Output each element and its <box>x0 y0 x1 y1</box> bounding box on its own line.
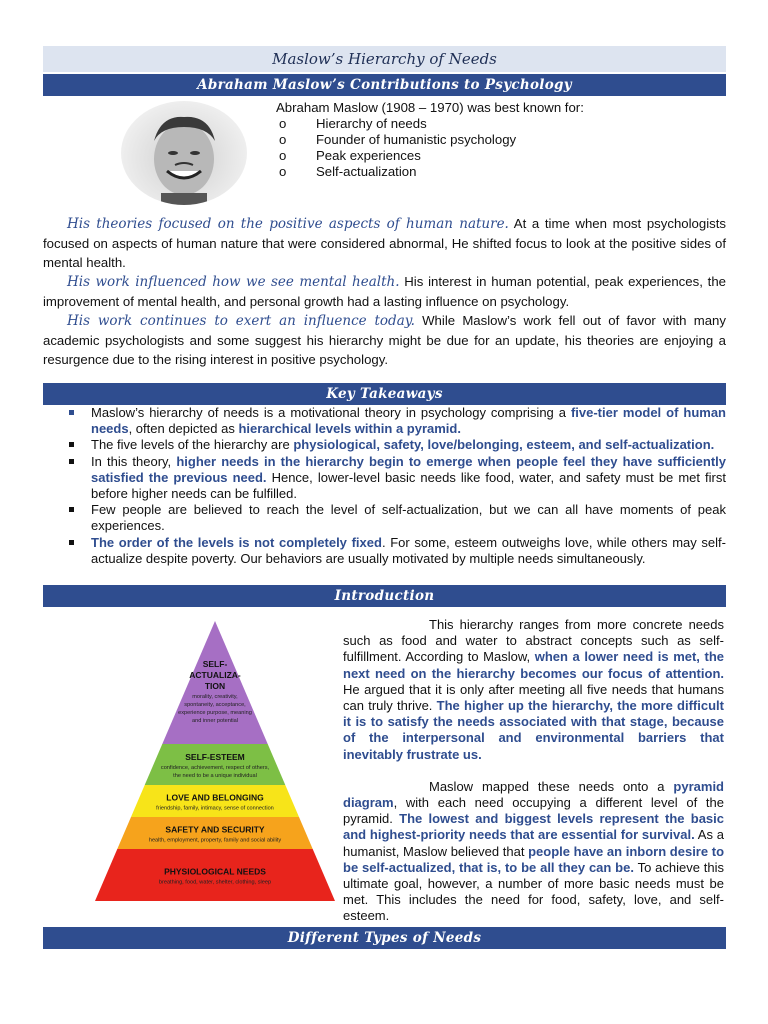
takeaway-item <box>43 437 726 453</box>
highlighted-text: when a lower need is met, the next need on the hierarchy becomes our focus of attention. <box>343 649 724 681</box>
section-header-takeaways: Key Takeaways <box>43 383 726 405</box>
script-lead: His theories focused on the positive aspects of human nature. <box>67 216 509 232</box>
known-for-list <box>276 100 584 180</box>
paragraph-text: At a time when most psychologists focused on aspects of human nature that were considered abnormal, He shifted focus to look at the positive sides of mental health. <box>43 216 727 270</box>
body-text: , with each need occupying a different level of the pyramid. <box>343 795 724 827</box>
body-text: As a humanist, Maslow believed that <box>343 827 724 859</box>
paragraph-text: While Maslow’s work fell out of favor with many academic psychologists and some suggest his hierarchy might be due for an update, his theories are enjoying a resurgence due to the rising interest in positive psychology. <box>43 313 726 367</box>
paragraph-positive-aspects <box>43 214 726 272</box>
introduction-block <box>43 607 726 943</box>
highlighted-text: five-tier model of human needs <box>91 405 726 437</box>
highlighted-text: physiological, safety, love/belonging, esteem, and self-actualization. <box>293 437 715 453</box>
section-header-contributions: Abraham Maslow’s Contributions to Psychology <box>43 74 726 96</box>
script-lead: His work influenced how we see mental health. <box>67 274 400 290</box>
body-text: , often depicted as <box>128 421 239 437</box>
introduction-paragraph-2 <box>343 779 724 925</box>
takeaways-list <box>43 405 726 567</box>
highlighted-text: The higher up the hierarchy, the more difficult it is to satisfy the needs associated with that stage, because of the interpersonal and environmental barriers that inevitably frustrate us. <box>343 698 724 762</box>
pyramid-level-title: ACTUALIZA- <box>189 670 241 681</box>
highlighted-text: The lowest and biggest levels represent the basic and highest-priority needs that are essential for survival. <box>343 811 724 843</box>
pyramid-level-description: confidence, achievement, respect of others, <box>160 765 270 772</box>
intro-block <box>43 96 726 214</box>
pyramid-level-title: LOVE AND BELONGING <box>166 792 264 803</box>
pyramid-level-title: PHYSIOLOGICAL NEEDS <box>164 866 266 877</box>
takeaway-item <box>43 454 726 503</box>
highlighted-text: The order of the levels is not completely fixed <box>91 534 382 550</box>
list-item: o Founder of humanistic psychology <box>276 132 584 148</box>
pyramid-level-description: the need to be a unique individual <box>173 773 257 780</box>
body-text: He argued that it is only after meeting all five needs that humans can truly thrive. <box>343 681 724 714</box>
list-item: o Hierarchy of needs <box>276 116 584 132</box>
pyramid-level-description: spontaneity, acceptance, <box>184 702 246 709</box>
highlighted-text: higher needs in the hierarchy begin to emerge when people feel they have sufficiently satisfied the previous need. <box>91 453 726 485</box>
body-text: The five levels of the hierarchy are <box>91 437 294 453</box>
pyramid-level-title: SELF-ESTEEM <box>185 752 245 763</box>
takeaway-item <box>43 405 726 437</box>
body-text: Maslow’s hierarchy of needs is a motivational theory in psychology comprising a <box>91 405 571 420</box>
section-header-introduction: Introduction <box>43 585 726 607</box>
list-item: o Peak experiences <box>276 148 584 164</box>
body-text: This hierarchy ranges from more concrete needs such as food and water to abstract concepts such as self-fulfillment. According to Maslow, <box>343 617 724 665</box>
body-text: In this theory, <box>91 453 177 469</box>
paragraph-text: His interest in human potential, peak experiences, the improvement of mental health, and personal growth had a lasting influence on psychology. <box>43 274 726 309</box>
pyramid-level-title: SELF- <box>202 659 228 670</box>
page-title: Maslow’s Hierarchy of Needs <box>43 46 726 72</box>
takeaway-item <box>43 535 726 567</box>
script-lead: His work continues to exert an influence today. <box>67 313 415 329</box>
pyramid-level-description: friendship, family, intimacy, sense of connection <box>156 805 274 812</box>
introduction-text <box>343 617 724 925</box>
body-text: Maslow mapped these needs onto a <box>429 778 674 794</box>
introduction-paragraph-1 <box>343 617 724 763</box>
pyramid-level-title: SAFETY AND SECURITY <box>165 824 265 835</box>
pyramid-level-description: morality, creativity, <box>192 694 238 701</box>
pyramid-level-title: TION <box>204 681 226 692</box>
maslow-pyramid-diagram <box>95 619 335 901</box>
maslow-portrait-photo <box>121 101 247 205</box>
section-header-types: Different Types of Needs <box>43 927 726 949</box>
body-text: Few people are believed to reach the level of self-actualization, but we can all have moments of peak experiences. <box>91 502 726 534</box>
document-page <box>43 46 726 949</box>
highlighted-text: hierarchical levels within a pyramid. <box>238 421 461 437</box>
body-text: . For some, esteem outweighs love, while others may self-actualize despite poverty. Our behaviors are usually motivated by multiple needs simultaneously. <box>91 534 726 566</box>
paragraph-influence-today <box>43 311 726 369</box>
pyramid-level-description: and inner potential <box>191 718 239 725</box>
body-text: Hence, lower-level basic needs like food, water, and safety must be met first before higher needs can be fulfilled. <box>91 469 726 502</box>
paragraph-mental-health <box>43 272 726 311</box>
list-item: o Self-actualization <box>276 164 584 180</box>
pyramid-level-description: experience purpose, meaning <box>178 710 252 717</box>
pyramid-level-description: health, employment, property, family and social ability <box>148 837 282 844</box>
highlighted-text: pyramid diagram <box>343 778 724 811</box>
body-text: To achieve this ultimate goal, however, a number of more basic needs must be met. This includes the need for food, safety, love, and self-esteem. <box>343 859 725 924</box>
pyramid-level-description: breathing, food, water, shelter, clothing, sleep <box>158 879 272 886</box>
highlighted-text: people have an inborn desire to be self-actualized, that is, to be all they can be. <box>343 843 725 875</box>
takeaway-item <box>43 502 726 534</box>
known-for-lead: Abraham Maslow (1908 – 1970) was best known for: <box>276 100 584 115</box>
